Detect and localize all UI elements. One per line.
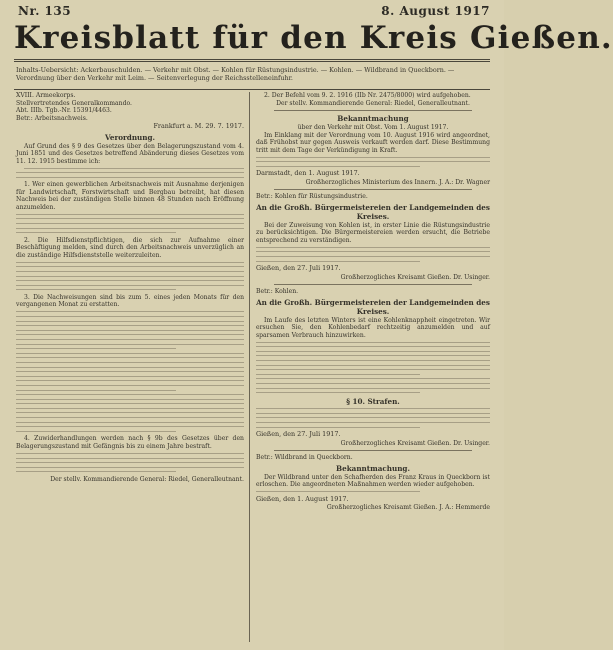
ordinance-paragraph: Auf Grund des § 9 des Gesetzes über den Belagerungszustand vom 4. Juni 1851 und des Gesetzes betreffend Abänderung dieses Gesetzes vom 11. 12. 1915 bestimme ich:	[16, 142, 244, 165]
text-line	[16, 467, 244, 468]
wildfire-signature: Großherzogliches Kreisamt Gießen. J. A.: Hemmerde	[326, 504, 490, 512]
text-line	[16, 228, 244, 229]
text-line	[16, 357, 244, 358]
title-rule-second	[14, 61, 490, 62]
coal-industry-signature: Großherzogliches Kreisamt Gießen. Dr. Usinger.	[340, 273, 490, 281]
text-line	[16, 385, 244, 386]
contents-rule	[14, 89, 490, 90]
text-line	[256, 417, 490, 418]
text-line	[16, 417, 244, 418]
text-line	[256, 360, 490, 361]
text-line	[256, 351, 490, 352]
text-line	[16, 276, 244, 277]
section-separator	[274, 450, 472, 451]
text-line	[16, 218, 244, 219]
text-line	[16, 271, 244, 272]
text-line	[16, 266, 244, 267]
text-line	[256, 427, 420, 428]
meta-line: Stellvertretendes Generalkommando.	[16, 99, 132, 107]
text-line	[16, 285, 244, 286]
section-separator	[274, 110, 472, 111]
coal-subject: Betr.: Kohlen.	[256, 288, 299, 296]
text-line	[16, 321, 244, 322]
text-line	[256, 161, 490, 162]
fruit-notice-text: Im Einklang mit der Verordnung vom 10. August 1916 wird angeordnet, daß Frühobst nur gegen Ausweis verkauft werden darf. Diese Bestimmung tritt mit dem Tage der Verkündigung in Kraft.	[256, 131, 490, 154]
meta-line: XVIII. Armeekorps.	[16, 92, 76, 99]
penalties-heading: § 10. Strafen.	[346, 396, 400, 406]
text-line	[16, 289, 176, 290]
text-line	[256, 342, 490, 343]
text-line	[256, 392, 420, 393]
text-line	[256, 346, 490, 347]
text-line	[256, 256, 490, 257]
wildfire-text: Der Wildbrand unter den Schafherden des Franz Kraus in Queckborn ist erloschen. Die angeordneten Maßnahmen werden wieder aufgehoben.	[256, 473, 490, 489]
text-line	[16, 223, 244, 224]
section-separator	[274, 189, 472, 190]
ordinance-meta	[16, 92, 244, 122]
text-line	[256, 369, 490, 370]
coal-industry-text: Bei der Zuweisung von Kohlen ist, in erster Linie die Rüstungsindustrie zu berücksichtigen. Die Bürgermeistereien werden ersucht, die Betriebe entsprechend zu verständigen.	[256, 221, 490, 244]
ordinance-signature: Der stellv. Kommandierende General: Riedel, Generalleutnant.	[50, 475, 244, 483]
text-line	[16, 344, 244, 345]
text-line	[16, 362, 244, 363]
ordinance-paragraph: 4. Zuwiderhandlungen werden nach § 9b des Gesetzes über den Belagerungszustand mit Gefängnis bis zu einem Jahre bestraft.	[16, 435, 244, 450]
text-line	[16, 232, 176, 233]
text-line	[256, 388, 490, 389]
coal-text: Im Laufe des letzten Winters ist eine Kohlenknappheit eingetreten. Wir ersuchen Sie, den Kohlenbedarf rechtzeitig anzumelden und auf sparsamen Verbrauch hinzuwirken.	[256, 316, 490, 339]
text-line	[16, 311, 244, 312]
text-line	[16, 408, 244, 409]
text-line	[256, 491, 420, 492]
left-column	[16, 92, 244, 642]
ordinance-heading: Verordnung.	[104, 132, 156, 142]
coal-industry-heading: An die Großh. Bürgermeistereien der Landgemeinden des Kreises.	[256, 202, 490, 221]
text-line	[16, 412, 244, 413]
text-line	[16, 371, 244, 372]
ordinance-paragraph: 3. Die Nachweisungen sind bis zum 5. eines jeden Monats für den vergangenen Monat zu erstatten.	[16, 293, 244, 309]
meta-line: Betr.: Arbeitsnachweis.	[16, 114, 88, 122]
text-line	[16, 316, 244, 317]
text-line	[256, 166, 420, 167]
fruit-notice-heading: Bekanntmachung	[337, 114, 409, 123]
text-line	[256, 378, 490, 379]
column-divider	[249, 92, 250, 642]
text-line	[256, 408, 490, 409]
text-line	[16, 422, 244, 423]
ordinance-dateline: Frankfurt a. M. 29. 7. 1917.	[153, 122, 244, 130]
coal-industry-subject: Betr.: Kohlen für Rüstungsindustrie.	[256, 193, 368, 201]
text-line	[16, 330, 244, 331]
text-line	[16, 390, 176, 391]
text-line	[16, 403, 244, 404]
fruit-notice-signature: Großherzogliches Ministerium des Innern. J. A.: Dr. Wagner	[305, 178, 490, 186]
text-line	[16, 262, 244, 263]
text-line	[256, 422, 490, 423]
text-line	[256, 383, 490, 384]
text-line	[16, 367, 244, 368]
right-column	[256, 92, 490, 642]
text-line	[16, 458, 244, 459]
wildfire-heading: Bekanntmachung.	[336, 463, 410, 473]
text-line	[16, 380, 244, 381]
fruit-notice-date: Darmstadt, den 1. August 1917.	[256, 169, 360, 178]
meta-line: Abt. IIIb. Tgb.-Nr. 15391/4463.	[16, 107, 112, 114]
text-line	[24, 168, 244, 169]
text-line	[256, 247, 490, 248]
text-line	[16, 376, 244, 377]
coal-heading: An die Großh. Bürgermeistereien der Landgemeinden des Kreises.	[256, 297, 490, 316]
coal-date: Gießen, den 27. Juli 1917.	[256, 430, 341, 439]
coal-signature: Großherzogliches Kreisamt Gießen. Dr. Usinger.	[340, 439, 490, 447]
text-line	[16, 453, 244, 454]
title-rule	[14, 59, 490, 60]
text-line	[16, 399, 244, 400]
text-line	[16, 353, 244, 354]
section-separator	[274, 284, 472, 285]
masthead-row	[18, 4, 490, 18]
issue-number: Nr. 135	[18, 4, 72, 18]
wildfire-date: Gießen, den 1. August 1917.	[256, 494, 349, 503]
newspaper-title: Kreisblatt für den Kreis Gießen.	[14, 20, 613, 56]
text-line	[16, 462, 244, 463]
text-line	[256, 355, 490, 356]
text-line	[16, 214, 244, 215]
wildfire-subject: Betr.: Wildbrand in Queckborn.	[256, 454, 353, 462]
text-line	[16, 339, 244, 340]
ordinance-paragraph: 1. Wer einen gewerblichen Arbeitsnachweis mit Ausnahme derjenigen für Landwirtschaft, Forstwirtschaft und Bergbau betreibt, hat diesen Nachweis bei der zuständigen Stelle binnen 48 Stunden nach Eröffnung anzumelden.	[16, 181, 244, 211]
text-line	[16, 172, 244, 173]
text-line	[16, 431, 176, 432]
text-line	[16, 177, 244, 178]
text-line	[256, 374, 420, 375]
text-line	[16, 426, 244, 427]
ordinance-paragraph: 2. Die Hilfsdienstpflichtigen, die sich zur Aufnahme einer Beschäftigung melden, sind durch den Arbeitsnachweis unverzüglich an die zuständige Hilfsdienststelle weiterzuleiten.	[16, 236, 244, 259]
general-signature: Der stellv. Kommandierende General: Riedel, Generalleutnant.	[276, 99, 470, 107]
text-line	[256, 251, 490, 252]
issue-date: 8. August 1917	[381, 4, 490, 18]
text-line	[256, 261, 420, 262]
table-of-contents: Inhalts-Uebersicht: Ackerbauschulden. — Verkehr mit Obst. — Kohlen für Rüstungsindustrie. — Kohlen. — Wildbrand in Queckborn. — Verordnung über den Verkehr mit Leim. — Seitenverlegung der Reichsstelleneinfuhr.	[16, 66, 455, 82]
text-line	[16, 394, 244, 395]
text-line	[16, 334, 244, 335]
text-line	[16, 471, 176, 472]
coal-industry-date: Gießen, den 27. Juli 1917.	[256, 264, 341, 273]
text-line	[16, 325, 244, 326]
text-line	[256, 413, 490, 414]
text-line	[256, 365, 490, 366]
fruit-notice-subtitle: über den Verkehr mit Obst. Vom 1. August 1917.	[297, 124, 449, 131]
text-line	[16, 348, 176, 349]
text-line	[16, 280, 244, 281]
text-line	[256, 157, 490, 158]
opening-paragraph: 2. Der Befehl vom 9. 2. 1916 (IIb Nr. 2475/8000) wird aufgehoben.	[264, 92, 471, 99]
